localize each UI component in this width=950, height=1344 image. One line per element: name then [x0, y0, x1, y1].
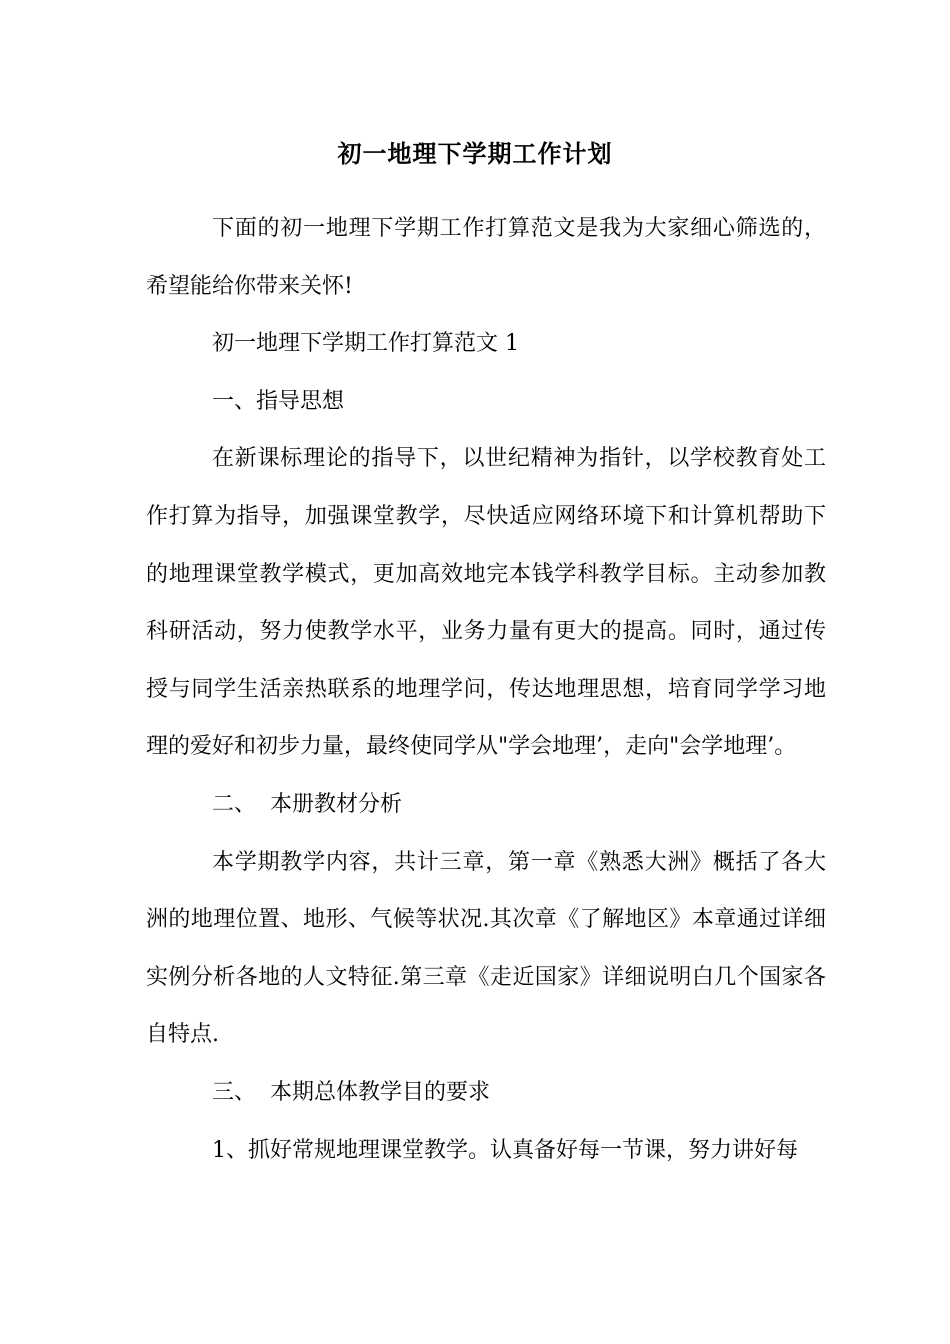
- section-heading-sample: 初一地理下学期工作打算范文 1: [212, 331, 519, 357]
- paragraph-intro: 下面的初一地理下学期工作打算范文是我为大家细心筛选的，希望能给你带来关怀!: [146, 216, 826, 299]
- paragraph-textbook-analysis: 本学期教学内容，共计三章，第一章《熟悉大洲》概括了各大洲的地理位置、地形、气候等状况.其次章《了解地区》本章通过详细实例分析各地的人文特征.第三章《走近国家》详细说明白几个国家各自特点.: [146, 849, 826, 1048]
- section-heading-textbook-analysis: 二、 本册教材分析: [212, 791, 402, 817]
- document-body: [146, 200, 826, 1179]
- document-title: 初一地理下学期工作计划: [337, 139, 613, 168]
- section-heading-teaching-goals: 三、 本期总体教学目的要求: [212, 1079, 490, 1105]
- section-heading-guiding-thought: 一、指导思想: [212, 388, 345, 414]
- paragraph-goal-1: 1、抓好常规地理课堂教学。认真备好每一节课，努力讲好每: [212, 1137, 798, 1163]
- paragraph-guiding-thought: 在新课标理论的指导下，以世纪精神为指针，以学校教育处工作打算为指导，加强课堂教学，尽快适应网络环境下和计算机帮助下的地理课堂教学模式，更加高效地完本钱学科教学目标。主动参加教科研活动，努力使教学水平，业务力量有更大的提高。同时，通过传授与同学生活亲热联系的地理学问，传达地理思想，培育同学学习地理的爱好和初步力量，最终使同学从"学会地理’，走向"会学地理’。: [146, 446, 826, 760]
